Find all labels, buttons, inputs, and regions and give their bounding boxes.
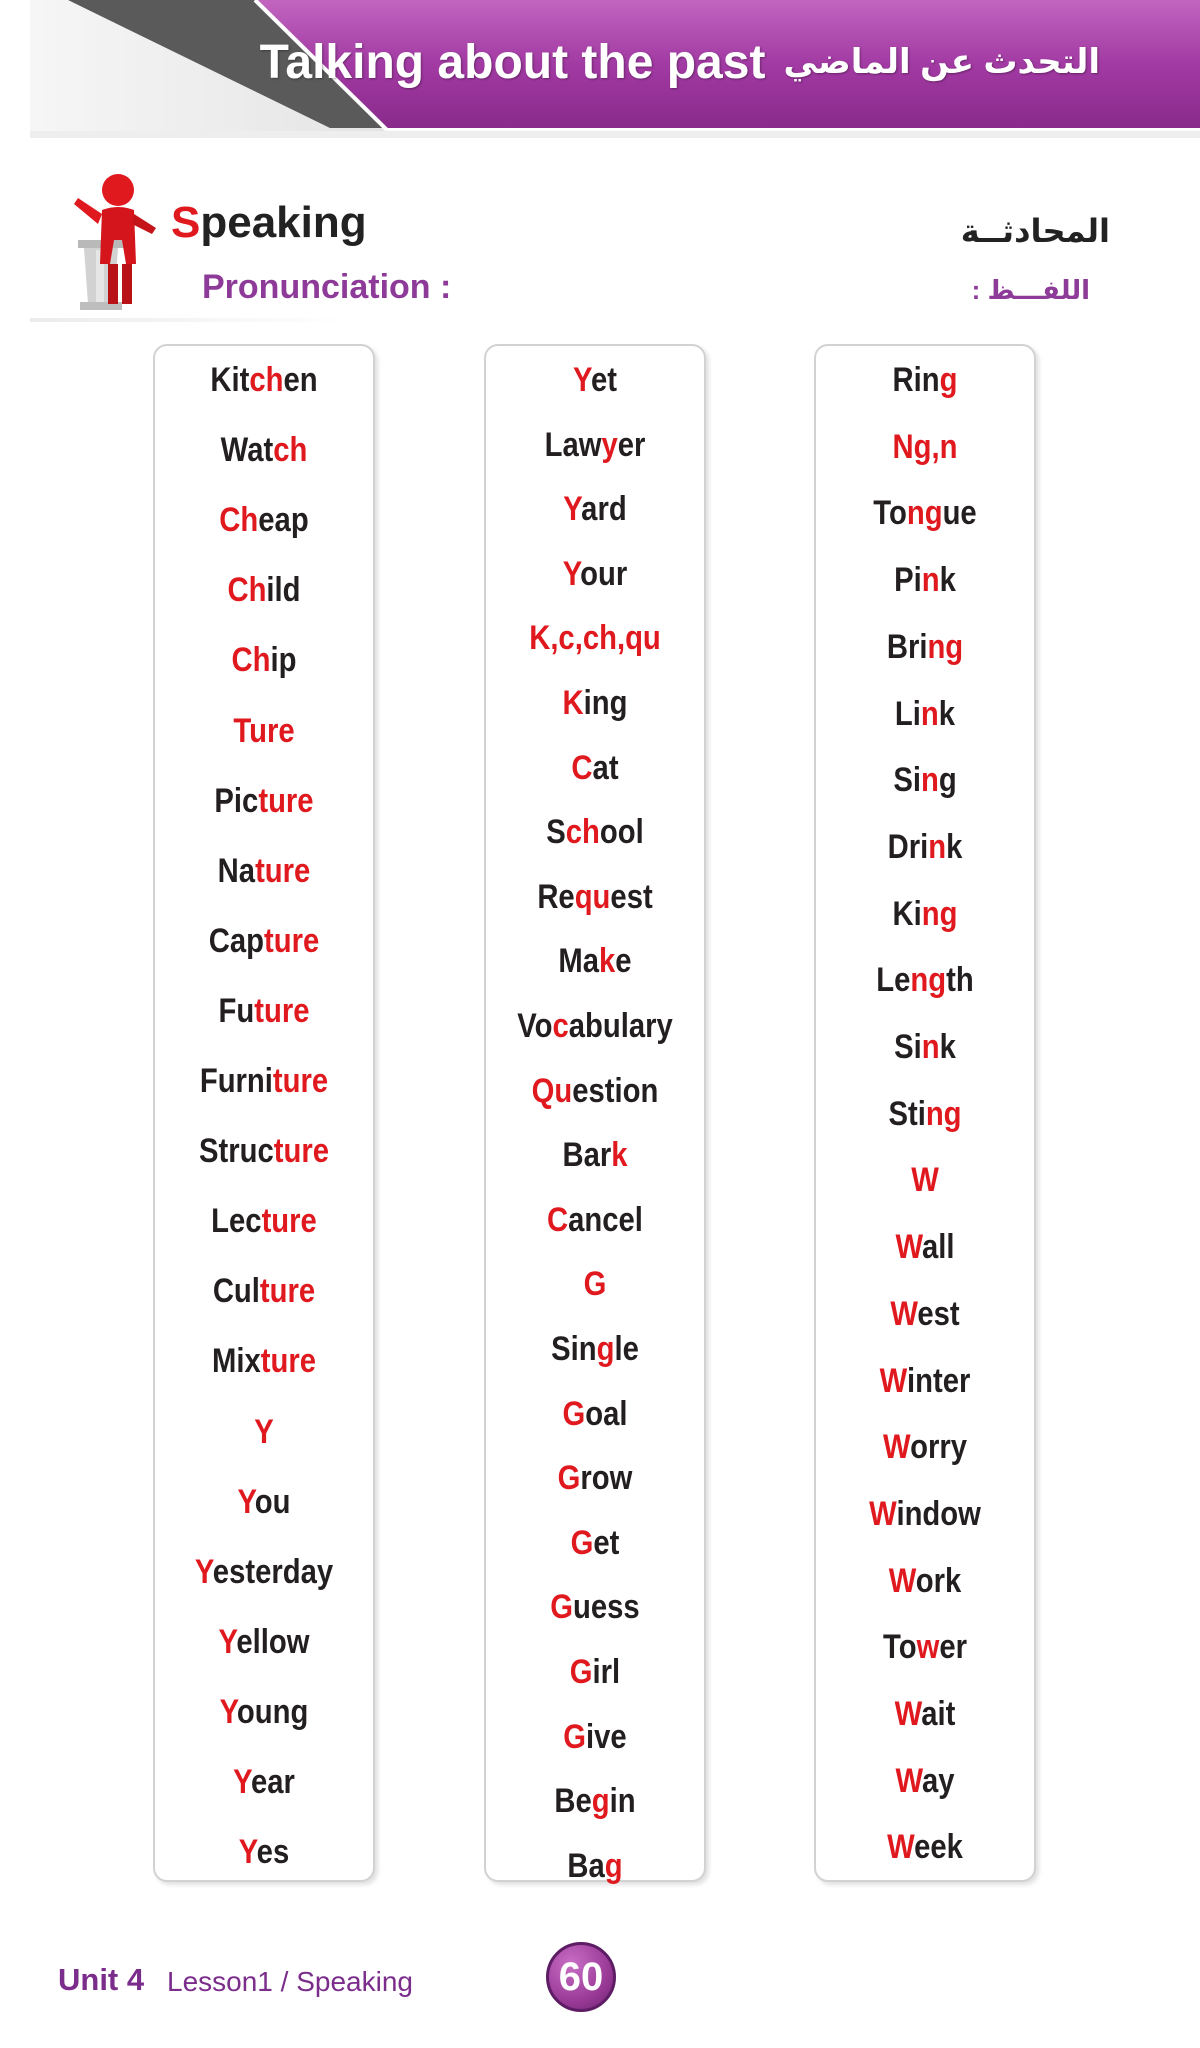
highlighted-sound: Ch bbox=[227, 571, 267, 610]
footer-unit: Unit 4 bbox=[58, 1962, 145, 1997]
speaker-icon bbox=[58, 168, 168, 318]
word-segment: oal bbox=[585, 1394, 628, 1433]
word-item bbox=[170, 1412, 357, 1452]
word-segment: orry bbox=[910, 1428, 967, 1467]
word-item bbox=[501, 877, 688, 917]
highlighted-sound: Y bbox=[237, 1482, 255, 1521]
word-item bbox=[501, 1135, 688, 1175]
word-item bbox=[831, 1827, 1018, 1867]
word-segment: Si bbox=[893, 761, 921, 800]
word-item bbox=[170, 1762, 357, 1802]
highlighted-sound: k bbox=[611, 1136, 628, 1175]
highlighted-sound: n bbox=[928, 827, 947, 866]
word-segment: Pi bbox=[894, 561, 922, 600]
word-item bbox=[831, 960, 1018, 1000]
word-item bbox=[170, 1271, 357, 1311]
section-title-initial: S bbox=[171, 198, 201, 247]
word-segment: abulary bbox=[568, 1007, 673, 1045]
word-segment: est bbox=[917, 1294, 960, 1333]
highlighted-sound: G bbox=[569, 1653, 593, 1691]
highlighted-sound: Y bbox=[562, 554, 581, 593]
section-subtitle-arabic: اللفـــظ : bbox=[971, 275, 1090, 305]
word-item bbox=[170, 500, 357, 540]
word-segment: k bbox=[946, 827, 963, 866]
highlighted-sound: n bbox=[920, 761, 939, 800]
word-item bbox=[831, 1494, 1018, 1534]
highlighted-sound: ture bbox=[264, 921, 320, 960]
highlighted-sound: g bbox=[604, 1846, 623, 1885]
highlighted-sound: ng bbox=[927, 627, 964, 666]
highlighted-sound: Ch bbox=[219, 501, 259, 540]
word-segment: To bbox=[883, 1628, 917, 1667]
word-item bbox=[831, 1694, 1018, 1734]
highlighted-sound: ture bbox=[272, 1062, 329, 1100]
highlighted-sound: Y bbox=[254, 1412, 274, 1451]
highlighted-sound: w bbox=[916, 1628, 940, 1667]
highlighted-sound: ch bbox=[565, 813, 600, 852]
word-item bbox=[501, 360, 688, 400]
word-item bbox=[501, 618, 688, 658]
word-segment: Vo bbox=[517, 1007, 553, 1045]
highlighted-sound: K,c,ch,qu bbox=[529, 619, 661, 658]
word-item bbox=[170, 1341, 357, 1381]
highlighted-sound: ture bbox=[260, 1342, 316, 1381]
word-item bbox=[170, 711, 357, 751]
word-segment: et bbox=[593, 1523, 620, 1562]
word-segment: Furni bbox=[199, 1062, 273, 1100]
word-segment: Fu bbox=[218, 991, 255, 1030]
word-segment: ild bbox=[266, 571, 301, 610]
heading-divider bbox=[30, 318, 350, 322]
highlighted-sound: Ture bbox=[233, 711, 295, 750]
highlighted-sound: ng bbox=[925, 1094, 962, 1133]
highlighted-sound: g bbox=[596, 1330, 615, 1368]
highlighted-sound: g bbox=[939, 361, 958, 399]
highlighted-sound: ture bbox=[255, 851, 311, 890]
word-segment: ip bbox=[270, 641, 297, 680]
highlighted-sound: Y bbox=[194, 1552, 213, 1591]
highlighted-sound: Ch bbox=[231, 641, 271, 680]
highlighted-sound: ture bbox=[259, 1272, 316, 1311]
word-item bbox=[831, 894, 1018, 934]
word-item bbox=[501, 1071, 688, 1111]
highlighted-sound: n bbox=[921, 1028, 940, 1066]
word-column-3 bbox=[814, 344, 1036, 1882]
word-segment: le bbox=[614, 1330, 639, 1368]
highlighted-sound: Y bbox=[233, 1763, 251, 1801]
word-segment: ellow bbox=[236, 1622, 310, 1661]
word-segment: g bbox=[938, 761, 957, 800]
highlighted-sound: n bbox=[921, 561, 940, 600]
word-segment: Wat bbox=[220, 431, 274, 470]
word-segment: Be bbox=[554, 1782, 592, 1821]
highlighted-sound: W bbox=[869, 1494, 897, 1533]
word-item bbox=[170, 430, 357, 470]
word-item bbox=[831, 694, 1018, 734]
word-item bbox=[501, 748, 688, 788]
word-item bbox=[501, 1652, 688, 1692]
word-segment: in bbox=[609, 1782, 636, 1821]
word-item bbox=[831, 760, 1018, 800]
word-item bbox=[501, 1523, 688, 1563]
word-segment: est bbox=[610, 877, 653, 916]
word-segment: To bbox=[873, 494, 907, 533]
word-segment: uess bbox=[573, 1588, 640, 1627]
word-segment: eek bbox=[914, 1828, 963, 1867]
word-item bbox=[831, 427, 1018, 467]
highlighted-sound: G bbox=[550, 1588, 574, 1627]
word-segment: Struc bbox=[199, 1132, 274, 1171]
header-banner bbox=[30, 0, 1200, 138]
word-segment: Pic bbox=[214, 781, 259, 820]
word-item bbox=[501, 812, 688, 852]
word-item bbox=[831, 1361, 1018, 1401]
banner-title bbox=[260, 32, 1100, 92]
word-item bbox=[501, 489, 688, 529]
word-item bbox=[501, 1200, 688, 1240]
highlighted-sound: Y bbox=[238, 1833, 257, 1872]
word-segment: th bbox=[946, 961, 974, 1000]
highlighted-sound: Y bbox=[563, 490, 582, 529]
word-segment: Mix bbox=[211, 1342, 261, 1381]
word-segment: Sin bbox=[551, 1330, 597, 1368]
word-item bbox=[501, 1587, 688, 1627]
word-segment: er bbox=[939, 1628, 967, 1667]
word-segment: ork bbox=[915, 1561, 962, 1600]
word-segment: ive bbox=[586, 1717, 627, 1756]
word-item bbox=[831, 1160, 1018, 1200]
word-item bbox=[831, 627, 1018, 667]
word-item bbox=[831, 560, 1018, 600]
word-item bbox=[170, 570, 357, 610]
word-segment: ancel bbox=[568, 1200, 643, 1239]
word-item bbox=[170, 1832, 357, 1872]
word-column-2 bbox=[484, 344, 706, 1885]
word-segment: estion bbox=[572, 1071, 659, 1110]
word-item bbox=[170, 1622, 357, 1662]
highlighted-sound: ng bbox=[921, 894, 958, 933]
word-segment: oung bbox=[236, 1692, 309, 1731]
word-item bbox=[170, 781, 357, 821]
word-segment: ue bbox=[942, 494, 977, 533]
word-segment: et bbox=[590, 361, 617, 399]
word-item bbox=[170, 991, 357, 1031]
highlighted-sound: W bbox=[894, 1695, 922, 1733]
section-title-arabic: المحادثــة bbox=[960, 213, 1110, 249]
word-segment: indow bbox=[896, 1494, 981, 1533]
word-segment: k bbox=[938, 694, 956, 733]
word-item bbox=[831, 360, 1018, 400]
page-number-badge bbox=[546, 1942, 616, 2012]
word-item bbox=[170, 640, 357, 680]
highlighted-sound: n bbox=[920, 694, 939, 733]
page-number: 60 bbox=[558, 1954, 604, 1999]
word-segment: Na bbox=[217, 851, 256, 890]
word-segment: Li bbox=[894, 694, 921, 733]
word-segment: Si bbox=[894, 1028, 922, 1066]
word-segment: inter bbox=[906, 1361, 971, 1400]
highlighted-sound: g bbox=[591, 1782, 610, 1821]
word-item bbox=[170, 1201, 357, 1241]
highlighted-sound: ch bbox=[249, 361, 284, 399]
word-item bbox=[170, 1692, 357, 1732]
highlighted-sound: Y bbox=[573, 361, 591, 399]
word-item bbox=[170, 1482, 357, 1522]
footer-lesson: Lesson1 / Speaking bbox=[167, 1966, 413, 1997]
word-segment: esterday bbox=[212, 1552, 334, 1591]
word-segment: Ma bbox=[558, 942, 600, 981]
highlighted-sound: G bbox=[557, 1459, 581, 1498]
word-segment: at bbox=[592, 748, 619, 787]
highlighted-sound: W bbox=[887, 1828, 915, 1867]
word-item bbox=[501, 1264, 688, 1304]
highlighted-sound: W bbox=[895, 1228, 923, 1267]
word-segment: k bbox=[939, 561, 956, 600]
highlighted-sound: W bbox=[883, 1428, 911, 1467]
highlighted-sound: K bbox=[562, 684, 584, 722]
word-segment: Bar bbox=[562, 1136, 612, 1175]
highlighted-sound: G bbox=[563, 1717, 587, 1756]
highlighted-sound: ture bbox=[258, 781, 314, 820]
highlighted-sound: qu bbox=[574, 877, 611, 916]
page-title: Talking about the past bbox=[259, 35, 766, 89]
word-item bbox=[831, 1627, 1018, 1667]
word-segment: ait bbox=[921, 1695, 956, 1733]
word-segment: Ki bbox=[892, 894, 922, 933]
word-item bbox=[831, 1094, 1018, 1134]
word-segment: eap bbox=[258, 501, 309, 540]
word-segment: Ba bbox=[567, 1846, 605, 1885]
word-item bbox=[170, 360, 357, 400]
highlighted-sound: Ng,n bbox=[892, 427, 958, 466]
word-segment: S bbox=[546, 813, 566, 852]
word-segment: ard bbox=[581, 490, 627, 529]
word-item bbox=[831, 1027, 1018, 1067]
word-item bbox=[501, 1846, 688, 1886]
word-segment: Re bbox=[537, 877, 575, 916]
word-item bbox=[501, 1458, 688, 1498]
word-item bbox=[831, 1561, 1018, 1601]
word-item bbox=[170, 1552, 357, 1592]
word-segment: ear bbox=[250, 1763, 295, 1801]
word-item bbox=[501, 1394, 688, 1434]
page-title-arabic: التحدث عن الماضي bbox=[783, 43, 1100, 81]
word-item bbox=[831, 493, 1018, 533]
word-item bbox=[501, 1329, 688, 1369]
word-segment: Dri bbox=[887, 827, 929, 866]
word-segment: Lec bbox=[211, 1202, 262, 1241]
word-item bbox=[831, 1227, 1018, 1267]
word-segment: our bbox=[580, 554, 628, 593]
word-item bbox=[501, 1781, 688, 1821]
word-segment: Sti bbox=[888, 1094, 926, 1133]
word-segment: e bbox=[615, 942, 632, 981]
highlighted-sound: Y bbox=[218, 1622, 237, 1661]
section-title-rest: peaking bbox=[200, 198, 367, 247]
highlighted-sound: W bbox=[879, 1361, 907, 1400]
word-segment: ool bbox=[599, 813, 644, 852]
highlighted-sound: ng bbox=[906, 494, 943, 533]
highlighted-sound: W bbox=[890, 1294, 918, 1333]
word-segment: er bbox=[617, 425, 646, 464]
highlighted-sound: G bbox=[562, 1394, 586, 1433]
word-segment: Le bbox=[876, 961, 911, 1000]
word-item bbox=[831, 1761, 1018, 1801]
highlighted-sound: W bbox=[895, 1761, 922, 1800]
word-segment: Law bbox=[544, 425, 602, 464]
word-item bbox=[831, 1427, 1018, 1467]
word-item bbox=[501, 554, 688, 594]
word-segment: Kit bbox=[210, 361, 250, 399]
highlighted-sound: C bbox=[547, 1200, 569, 1239]
highlighted-sound: W bbox=[911, 1161, 939, 1200]
highlighted-sound: W bbox=[888, 1561, 916, 1600]
word-segment: Bri bbox=[886, 627, 928, 666]
highlighted-sound: G bbox=[583, 1265, 607, 1304]
word-segment: ou bbox=[254, 1482, 291, 1521]
word-item bbox=[831, 827, 1018, 867]
highlighted-sound: ture bbox=[261, 1202, 317, 1241]
word-segment: all bbox=[922, 1228, 955, 1267]
highlighted-sound: ture bbox=[273, 1132, 329, 1171]
highlighted-sound: Y bbox=[219, 1692, 237, 1731]
highlighted-sound: c bbox=[552, 1007, 569, 1045]
word-item bbox=[501, 1006, 688, 1046]
section-title bbox=[171, 198, 367, 248]
word-item bbox=[170, 1131, 357, 1171]
highlighted-sound: ch bbox=[273, 431, 308, 470]
word-segment: Cul bbox=[212, 1272, 260, 1311]
highlighted-sound: ture bbox=[254, 991, 310, 1030]
word-segment: irl bbox=[592, 1653, 621, 1691]
word-item bbox=[170, 921, 357, 961]
word-segment: Cap bbox=[208, 921, 264, 960]
highlighted-sound: k bbox=[599, 942, 616, 981]
word-item bbox=[501, 683, 688, 723]
word-item bbox=[501, 1717, 688, 1757]
word-item bbox=[501, 941, 688, 981]
highlighted-sound: y bbox=[601, 425, 618, 464]
word-item bbox=[170, 1061, 357, 1101]
highlighted-sound: G bbox=[570, 1523, 594, 1562]
word-item bbox=[501, 425, 688, 465]
word-segment: ay bbox=[921, 1761, 955, 1800]
word-segment: en bbox=[283, 361, 318, 399]
word-item bbox=[831, 1294, 1018, 1334]
highlighted-sound: ng bbox=[910, 961, 947, 1000]
word-segment: Rin bbox=[892, 361, 940, 399]
section-subtitle: Pronunciation : bbox=[202, 268, 452, 306]
word-segment: es bbox=[256, 1833, 290, 1872]
word-segment: ing bbox=[583, 684, 628, 722]
word-segment: row bbox=[580, 1459, 633, 1498]
word-segment: k bbox=[939, 1028, 956, 1066]
word-item bbox=[170, 851, 357, 891]
highlighted-sound: Qu bbox=[531, 1071, 573, 1110]
word-column-1 bbox=[153, 344, 375, 1882]
highlighted-sound: C bbox=[571, 748, 593, 787]
